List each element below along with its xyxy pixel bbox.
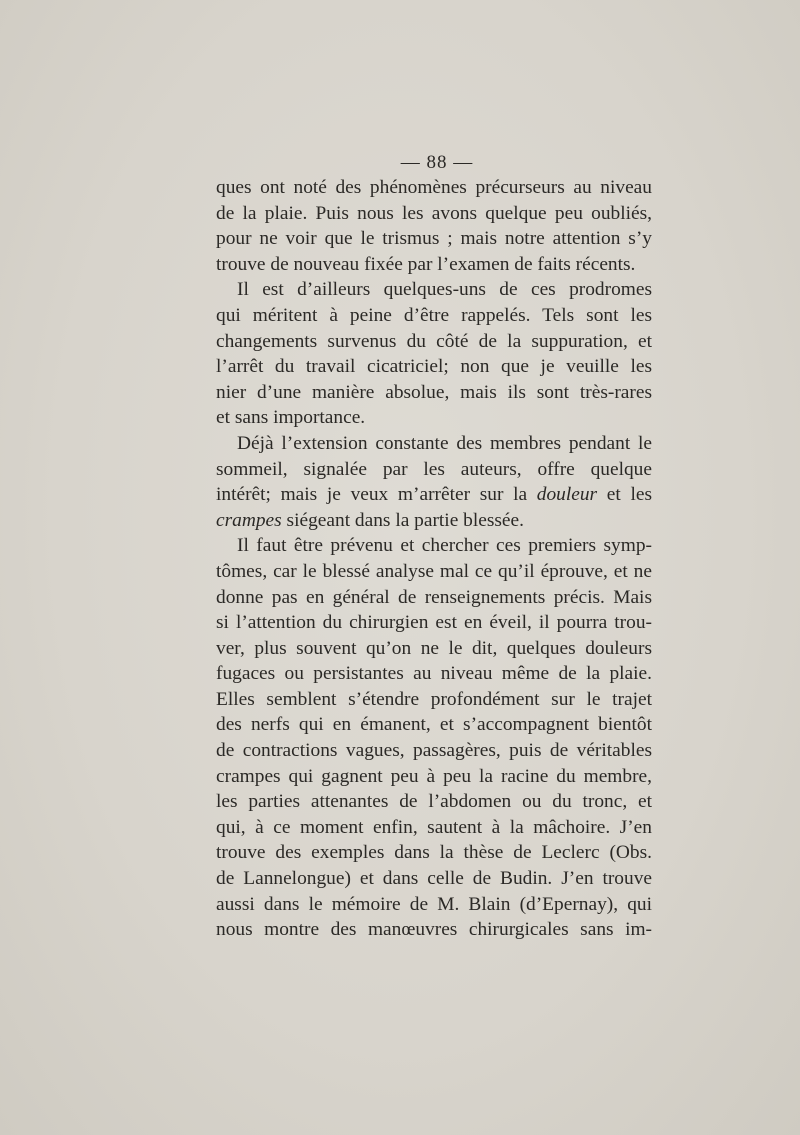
text-line: fugaces ou persistantes au niveau même de la plaie. — [216, 663, 652, 685]
text-line: pour ne voir que le trismus ; mais notre attention s’y — [216, 228, 652, 250]
emphasized-word: douleur — [536, 484, 598, 506]
text-line: aussi dans le mémoire de M. Blain (d’Epernay), qui — [216, 893, 652, 915]
text-run: siégeant dans la partie blessée. — [281, 509, 524, 531]
text-run: et les — [597, 484, 652, 506]
text-line: Il faut être prévenu et chercher ces premiers symp- — [237, 535, 652, 557]
text-line: tômes, car le blessé analyse mal ce qu’il éprouve, et ne — [216, 560, 652, 582]
text-line: si l’attention du chirurgien est en éveil, il pourra trou- — [216, 612, 652, 634]
text-line: Elles semblent s’étendre profondément sur le trajet — [216, 688, 652, 710]
text-line: Il est d’ailleurs quelques-uns de ces prodromes — [237, 279, 652, 301]
text-line: changements survenus du côté de la suppuration, et — [216, 330, 652, 352]
text-line — [216, 482, 652, 508]
text-line: de la plaie. Puis nous les avons quelque peu oubliés, — [216, 202, 652, 224]
text-line: qui, à ce moment enfin, sautent à la mâchoire. J’en — [216, 816, 652, 838]
text-line: qui méritent à peine d’être rappelés. Tels sont les — [216, 304, 652, 326]
text-line: trouve des exemples dans la thèse de Leclerc (Obs. — [216, 842, 652, 864]
text-line: ques ont noté des phénomènes précurseurs au niveau — [216, 177, 652, 198]
text-line: Déjà l’extension constante des membres pendant le — [237, 432, 652, 454]
text-line: de Lannelongue) et dans celle de Budin. J’en trouve — [216, 868, 652, 890]
text-line: ver, plus souvent qu’on ne le dit, quelques douleurs — [216, 637, 652, 659]
emphasized-word: crampes — [216, 509, 282, 531]
text-line — [216, 508, 652, 534]
text-line: trouve de nouveau fixée par l’examen de faits récents. — [216, 253, 636, 275]
body-text — [216, 175, 652, 943]
page-number: — 88 — — [400, 152, 474, 173]
text-line: et sans importance. — [216, 407, 366, 429]
text-line: des nerfs qui en émanent, et s’accompagnent bientôt — [216, 714, 652, 736]
text-line: l’arrêt du travail cicatriciel; non que je veuille les — [216, 356, 652, 378]
text-line: nous montre des manœuvres chirurgicales sans im- — [216, 919, 652, 941]
text-line: sommeil, signalée par les auteurs, offre quelque — [216, 458, 652, 480]
text-line: de contractions vagues, passagères, puis de véritables — [216, 740, 652, 762]
text-line: les parties attenantes de l’abdomen ou du tronc, et — [216, 791, 652, 813]
text-line: nier d’une manière absolue, mais ils sont très-rares — [216, 381, 652, 403]
text-run: intérêt; mais je veux m’arrêter sur la — [216, 484, 537, 506]
text-line: donne pas en général de renseignements précis. Mais — [216, 586, 652, 608]
text-line: crampes qui gagnent peu à peu la racine du membre, — [216, 765, 652, 787]
